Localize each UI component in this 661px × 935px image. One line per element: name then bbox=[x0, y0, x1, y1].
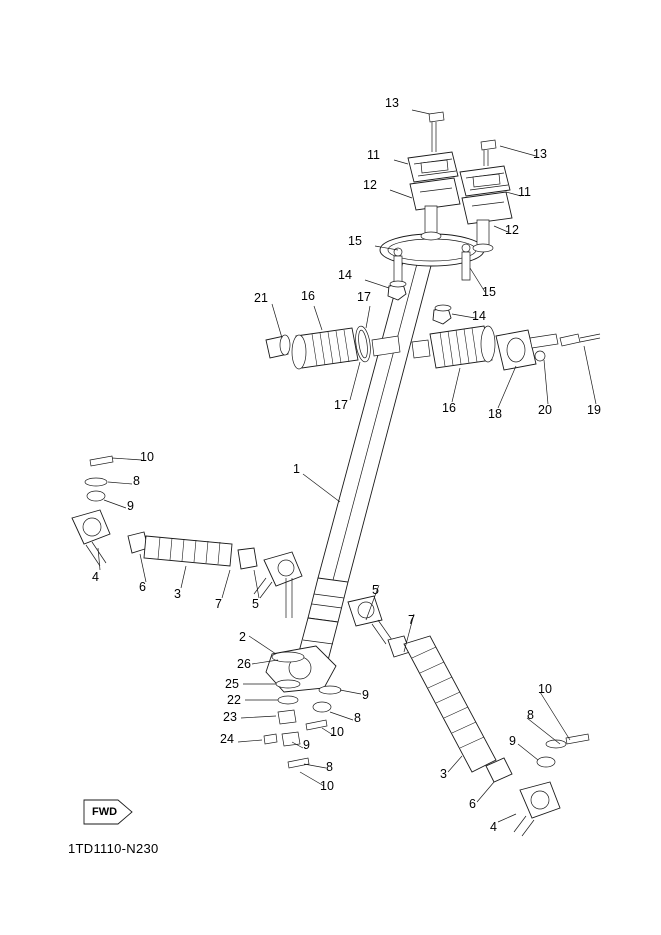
callout-5-right: 5 bbox=[372, 583, 379, 597]
callout-15-right: 15 bbox=[482, 285, 496, 299]
callout-21: 21 bbox=[254, 291, 268, 305]
callout-7-right: 7 bbox=[408, 613, 415, 627]
callout-3-right: 3 bbox=[440, 767, 447, 781]
part-code-label: 1TD1110-N230 bbox=[68, 841, 159, 856]
callout-16-right: 16 bbox=[442, 401, 456, 415]
callout-13-right: 13 bbox=[533, 147, 547, 161]
callout-15-left: 15 bbox=[348, 234, 362, 248]
leader-lines bbox=[98, 110, 596, 822]
handlebar-mount-plate bbox=[380, 234, 484, 324]
callout-10-b: 10 bbox=[330, 725, 344, 739]
callout-16-left: 16 bbox=[301, 289, 315, 303]
callout-8-c: 8 bbox=[326, 760, 333, 774]
callout-22: 22 bbox=[227, 693, 241, 707]
callout-6-right: 6 bbox=[469, 797, 476, 811]
callout-4-right: 4 bbox=[490, 820, 497, 834]
callout-9-a: 9 bbox=[127, 499, 134, 513]
callout-3-left: 3 bbox=[174, 587, 181, 601]
callout-14-right: 14 bbox=[472, 309, 486, 323]
callout-20: 20 bbox=[538, 403, 552, 417]
callout-13-left: 13 bbox=[385, 96, 399, 110]
callout-26: 26 bbox=[237, 657, 251, 671]
tie-rod-left bbox=[72, 456, 302, 618]
callout-24: 24 bbox=[220, 732, 234, 746]
callout-12-left: 12 bbox=[363, 178, 377, 192]
handlebar-grip-left bbox=[266, 325, 400, 369]
throttle-grip-right bbox=[412, 326, 600, 370]
callout-9-d: 9 bbox=[509, 734, 516, 748]
callout-14-left: 14 bbox=[338, 268, 352, 282]
callout-12-right: 12 bbox=[505, 223, 519, 237]
callout-8-d: 8 bbox=[527, 708, 534, 722]
callout-19: 19 bbox=[587, 403, 601, 417]
callout-23: 23 bbox=[223, 710, 237, 724]
callout-2: 2 bbox=[239, 630, 246, 644]
callout-7-left: 7 bbox=[215, 597, 222, 611]
handlebar-holder-left bbox=[408, 112, 460, 240]
callout-1: 1 bbox=[293, 462, 300, 476]
callout-10-a: 10 bbox=[140, 450, 154, 464]
callout-10-d: 10 bbox=[538, 682, 552, 696]
callout-25: 25 bbox=[225, 677, 239, 691]
callout-9-c: 9 bbox=[303, 738, 310, 752]
callout-10-c: 10 bbox=[320, 779, 334, 793]
callout-8-a: 8 bbox=[133, 474, 140, 488]
callout-8-b: 8 bbox=[354, 711, 361, 725]
callout-9-b: 9 bbox=[362, 688, 369, 702]
callout-17-bottom: 17 bbox=[334, 398, 348, 412]
callout-6-left: 6 bbox=[139, 580, 146, 594]
fwd-label: FWD bbox=[92, 806, 118, 818]
callout-11-right: 11 bbox=[518, 185, 531, 199]
callout-5-left: 5 bbox=[252, 597, 259, 611]
callout-18: 18 bbox=[488, 407, 502, 421]
callout-4-left: 4 bbox=[92, 570, 99, 584]
callout-11-left: 11 bbox=[367, 148, 380, 162]
callout-17-top: 17 bbox=[357, 290, 371, 304]
